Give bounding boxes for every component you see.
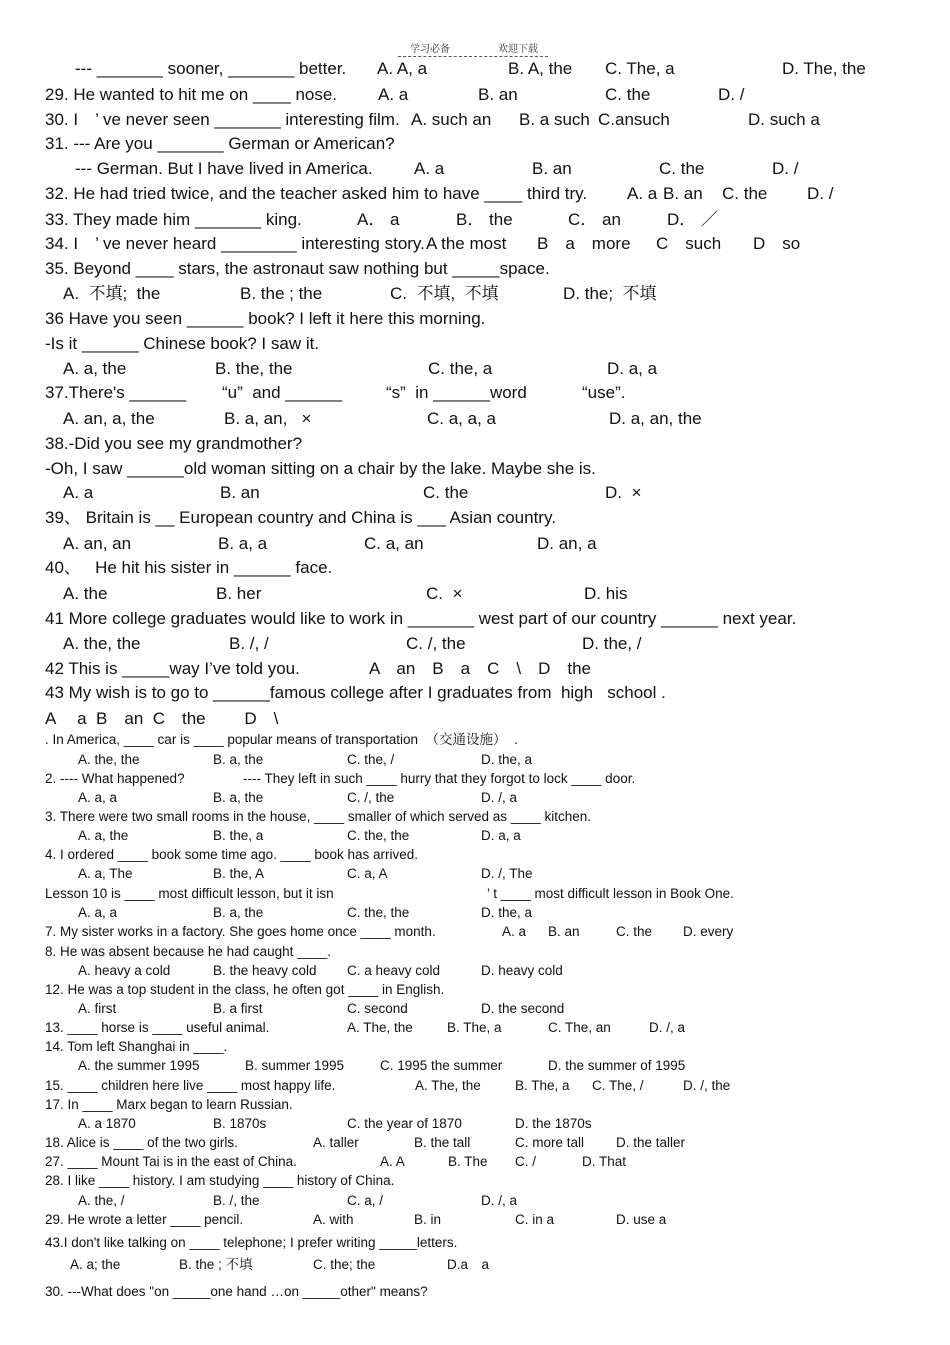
answer-option: C. the, / bbox=[347, 752, 395, 767]
answer-option: D. the, a bbox=[481, 905, 533, 920]
question-text: 41 More college graduates would like to work in _______ west part of our country ______ next year. bbox=[45, 609, 797, 628]
answer-option: B. an bbox=[478, 85, 518, 104]
answer-option: B a more bbox=[537, 234, 631, 253]
answer-option: C. the, the bbox=[347, 905, 410, 920]
answer-option: C. the, a bbox=[428, 359, 493, 378]
answer-option: B. a, the bbox=[213, 790, 264, 805]
answer-option: C such bbox=[656, 234, 722, 253]
answer-option: C. /, the bbox=[406, 634, 466, 653]
answer-option: B. A, the bbox=[508, 59, 573, 78]
answer-option: “u” and ______ bbox=[222, 383, 343, 402]
question-text: 8. He was absent because he had caught ____. bbox=[45, 944, 331, 959]
answer-option: B. a, an, × bbox=[224, 409, 312, 428]
answer-option: B. /, the bbox=[213, 1193, 260, 1208]
answer-option: A. a bbox=[414, 159, 445, 178]
answer-option: D. That bbox=[582, 1154, 627, 1169]
answer-option: D. his bbox=[584, 584, 628, 603]
answer-option: A. the summer 1995 bbox=[78, 1058, 200, 1073]
question-text: 7. My sister works in a factory. She goes home once ____ month. bbox=[45, 924, 436, 939]
answer-option: B. The, a bbox=[447, 1020, 502, 1035]
header-right: 欢迎下载 bbox=[498, 44, 538, 55]
answer-option: B. the, A bbox=[213, 866, 265, 881]
answer-option: D. the second bbox=[481, 1001, 565, 1016]
answer-option: D. / bbox=[772, 159, 799, 178]
header-left: 学习必备 bbox=[410, 44, 450, 55]
answer-option: A the most bbox=[426, 234, 507, 253]
answer-option: C. the bbox=[605, 85, 651, 104]
question-text: 15. ____ children here live ____ most happy life. bbox=[45, 1078, 336, 1093]
answer-option: A. an, a, the bbox=[63, 409, 155, 428]
question-text: 12. He was a top student in the class, he often got ____ in English. bbox=[45, 982, 445, 997]
question-text: 13. ____ horse is ____ useful animal. bbox=[45, 1020, 270, 1035]
answer-option: D. an, a bbox=[537, 534, 597, 553]
answer-option: B. summer 1995 bbox=[245, 1058, 345, 1073]
answer-option: D. the, / bbox=[582, 634, 642, 653]
answer-option: ---- They left in such ____ hurry that they forgot to lock ____ door. bbox=[243, 771, 636, 786]
answer-option: B. The bbox=[448, 1154, 488, 1169]
answer-option: “use”. bbox=[582, 383, 626, 402]
answer-option: B. an bbox=[220, 483, 260, 502]
question-text: 27. ____ Mount Tai is in the east of China. bbox=[45, 1154, 297, 1169]
answer-option: A. The, the bbox=[347, 1020, 413, 1035]
answer-option: B. a such bbox=[519, 110, 590, 129]
answer-option: C. The, a bbox=[605, 59, 675, 78]
answer-option: D. /, a bbox=[481, 790, 518, 805]
answer-option: D. /, The bbox=[481, 866, 533, 881]
question-text: --- German. But I have lived in America. bbox=[75, 159, 373, 178]
question-text: A a B an C the D \ bbox=[45, 709, 279, 728]
question-text: . In America, ____ car is ____ popular means of transportation （交通设施） . bbox=[45, 732, 518, 747]
answer-option: C. in a bbox=[515, 1212, 555, 1227]
question-text: 35. Beyond ____ stars, the astronaut saw nothing but _____space. bbox=[45, 259, 550, 278]
answer-option: D. such a bbox=[748, 110, 820, 129]
answer-option: A. a, a bbox=[78, 905, 118, 920]
answer-option: B. a, the bbox=[213, 752, 264, 767]
answer-option: A. the bbox=[63, 584, 108, 603]
answer-option: B. an bbox=[532, 159, 572, 178]
answer-option: C. a, a, a bbox=[427, 409, 496, 428]
answer-option: B. the, a bbox=[213, 828, 264, 843]
answer-option: A. a; the bbox=[70, 1257, 121, 1272]
answer-option: D. /, the bbox=[683, 1078, 731, 1093]
answer-option: D. / bbox=[718, 85, 745, 104]
question-text: 3. There were two small rooms in the house, ____ smaller of which served as ____ kitchen. bbox=[45, 809, 592, 824]
question-text: 39、 Britain is __ European country and China is ___ Asian country. bbox=[45, 508, 556, 527]
answer-option: A. taller bbox=[313, 1135, 359, 1150]
answer-option: D. the, a bbox=[481, 752, 533, 767]
answer-option: B. a, a bbox=[218, 534, 268, 553]
answer-option: A． a bbox=[357, 210, 400, 229]
answer-option: C. / bbox=[515, 1154, 537, 1169]
page-header bbox=[398, 38, 548, 57]
answer-option: C. the; the bbox=[313, 1257, 376, 1272]
answer-option: A. a bbox=[627, 184, 658, 203]
answer-option: B. her bbox=[216, 584, 262, 603]
answer-option: D. the taller bbox=[616, 1135, 686, 1150]
question-text: 38.-Did you see my grandmother? bbox=[45, 434, 303, 453]
answer-option: B. The, a bbox=[515, 1078, 570, 1093]
answer-option: C. a, an bbox=[364, 534, 424, 553]
answer-option: C. /, the bbox=[347, 790, 395, 805]
question-text: 30. I ’ ve never seen _______ interesting film. bbox=[45, 110, 400, 129]
answer-option: A. the, the bbox=[78, 752, 140, 767]
question-text: 28. I like ____ history. I am studying ____ history of China. bbox=[45, 1173, 395, 1188]
answer-option: A. an, an bbox=[63, 534, 132, 553]
answer-option: “s” in ______word bbox=[386, 383, 527, 402]
answer-option: B. an bbox=[548, 924, 580, 939]
answer-option: D. the 1870s bbox=[515, 1116, 592, 1131]
answer-option: C. 不填, 不填 bbox=[390, 284, 499, 303]
answer-option: D. a, an, the bbox=[609, 409, 702, 428]
answer-option: B. 1870s bbox=[213, 1116, 267, 1131]
question-text: 30. ---What does "on _____one hand …on _____other" means? bbox=[45, 1284, 428, 1299]
answer-option: A. with bbox=[313, 1212, 354, 1227]
answer-option: D.a a bbox=[447, 1257, 490, 1272]
answer-option: C. 1995 the summer bbox=[380, 1058, 503, 1073]
answer-option: C. the bbox=[423, 483, 469, 502]
answer-option: C. more tall bbox=[515, 1135, 585, 1150]
answer-option: D. heavy cold bbox=[481, 963, 563, 978]
answer-option: D. every bbox=[683, 924, 734, 939]
answer-option: A. the, / bbox=[78, 1193, 125, 1208]
answer-option: D. the; 不填 bbox=[563, 284, 657, 303]
answer-option: A. A, a bbox=[377, 59, 428, 78]
answer-option: A an B a C \ D the bbox=[369, 659, 592, 678]
answer-option: C. × bbox=[426, 584, 463, 603]
question-text: 32. He had tried twice, and the teacher asked him to have ____ third try. bbox=[45, 184, 588, 203]
answer-option: A. a, the bbox=[78, 828, 129, 843]
answer-option: D. the summer of 1995 bbox=[548, 1058, 686, 1073]
answer-option: C. the, the bbox=[347, 828, 410, 843]
answer-option: A. A bbox=[380, 1154, 405, 1169]
answer-option: C. second bbox=[347, 1001, 408, 1016]
answer-option: A. heavy a cold bbox=[78, 963, 171, 978]
question-text: 2. ---- What happened? bbox=[45, 771, 185, 786]
answer-option: A. a 1870 bbox=[78, 1116, 136, 1131]
answer-option: D. /, a bbox=[481, 1193, 518, 1208]
answer-option: ’ t ____ most difficult lesson in Book One. bbox=[487, 886, 734, 901]
answer-option: B. in bbox=[414, 1212, 442, 1227]
question-text: 43 My wish is to go to ______famous college after I graduates from high school . bbox=[45, 683, 666, 702]
answer-option: A. a, a bbox=[78, 790, 118, 805]
question-text: 43.I don't like talking on ____ telephone; I prefer writing _____letters. bbox=[45, 1235, 458, 1250]
question-text: 37.There's ______ bbox=[45, 383, 187, 402]
question-text: 29. He wrote a letter ____ pencil. bbox=[45, 1212, 244, 1227]
question-text: 34. I ’ ve never heard ________ interesting story. bbox=[45, 234, 425, 253]
answer-option: B. the, the bbox=[215, 359, 293, 378]
question-text: 31. --- Are you _______ German or American? bbox=[45, 134, 395, 153]
answer-option: A. a, the bbox=[63, 359, 127, 378]
answer-option: A. The, the bbox=[415, 1078, 481, 1093]
answer-option: B． the bbox=[456, 210, 513, 229]
answer-option: C. a, / bbox=[347, 1193, 384, 1208]
answer-option: D． ／ bbox=[667, 210, 718, 229]
answer-option: D. / bbox=[807, 184, 834, 203]
answer-option: C. the bbox=[616, 924, 653, 939]
answer-option: C. The, an bbox=[548, 1020, 611, 1035]
answer-option: D. use a bbox=[616, 1212, 667, 1227]
question-text: 4. I ordered ____ book some time ago. ____ book has arrived. bbox=[45, 847, 418, 862]
question-text: Lesson 10 is ____ most difficult lesson, but it isn bbox=[45, 886, 334, 901]
question-text: --- _______ sooner, _______ better. bbox=[75, 59, 347, 78]
question-text: -Oh, I saw ______old woman sitting on a chair by the lake. Maybe she is. bbox=[45, 459, 596, 478]
answer-option: C. the bbox=[722, 184, 768, 203]
answer-option: A. a bbox=[502, 924, 527, 939]
answer-option: B. a, the bbox=[213, 905, 264, 920]
question-text: 17. In ____ Marx began to learn Russian. bbox=[45, 1097, 293, 1112]
answer-option: A. such an bbox=[411, 110, 492, 129]
answer-option: C. the year of 1870 bbox=[347, 1116, 462, 1131]
question-text: 40、 He hit his sister in ______ face. bbox=[45, 558, 333, 577]
answer-option: B. the ; 不填 bbox=[179, 1257, 253, 1272]
answer-option: C. a, A bbox=[347, 866, 388, 881]
question-text: 18. Alice is ____ of the two girls. bbox=[45, 1135, 238, 1150]
question-text: 33. They made him _______ king. bbox=[45, 210, 302, 229]
answer-option: A. a, The bbox=[78, 866, 133, 881]
answer-option: D. a, a bbox=[481, 828, 521, 843]
answer-option: A. the, the bbox=[63, 634, 141, 653]
answer-option: B. a first bbox=[213, 1001, 263, 1016]
answer-option: A. 不填; the bbox=[63, 284, 161, 303]
answer-option: A. a bbox=[378, 85, 409, 104]
answer-option: B. an bbox=[663, 184, 703, 203]
answer-option: C. The, / bbox=[592, 1078, 644, 1093]
answer-option: A. first bbox=[78, 1001, 117, 1016]
answer-option: D so bbox=[753, 234, 801, 253]
question-text: 14. Tom left Shanghai in ____. bbox=[45, 1039, 228, 1054]
answer-option: D. × bbox=[605, 483, 642, 502]
question-text: 42 This is _____way I’ve told you. bbox=[45, 659, 300, 678]
answer-option: C. the bbox=[659, 159, 705, 178]
answer-option: B. the ; the bbox=[240, 284, 323, 303]
answer-option: C. a heavy cold bbox=[347, 963, 441, 978]
answer-option: A. a bbox=[63, 483, 94, 502]
answer-option: C.ansuch bbox=[598, 110, 670, 129]
answer-option: B. /, / bbox=[229, 634, 269, 653]
answer-option: B. the tall bbox=[414, 1135, 471, 1150]
answer-option: D. /, a bbox=[649, 1020, 686, 1035]
question-text: 36 Have you seen ______ book? I left it here this morning. bbox=[45, 309, 486, 328]
answer-option: C． an bbox=[568, 210, 621, 229]
answer-option: D. The, the bbox=[782, 59, 866, 78]
answer-option: B. the heavy cold bbox=[213, 963, 317, 978]
question-text: 29. He wanted to hit me on ____ nose. bbox=[45, 85, 338, 104]
question-text: -Is it ______ Chinese book? I saw it. bbox=[45, 334, 320, 353]
answer-option: D. a, a bbox=[607, 359, 658, 378]
